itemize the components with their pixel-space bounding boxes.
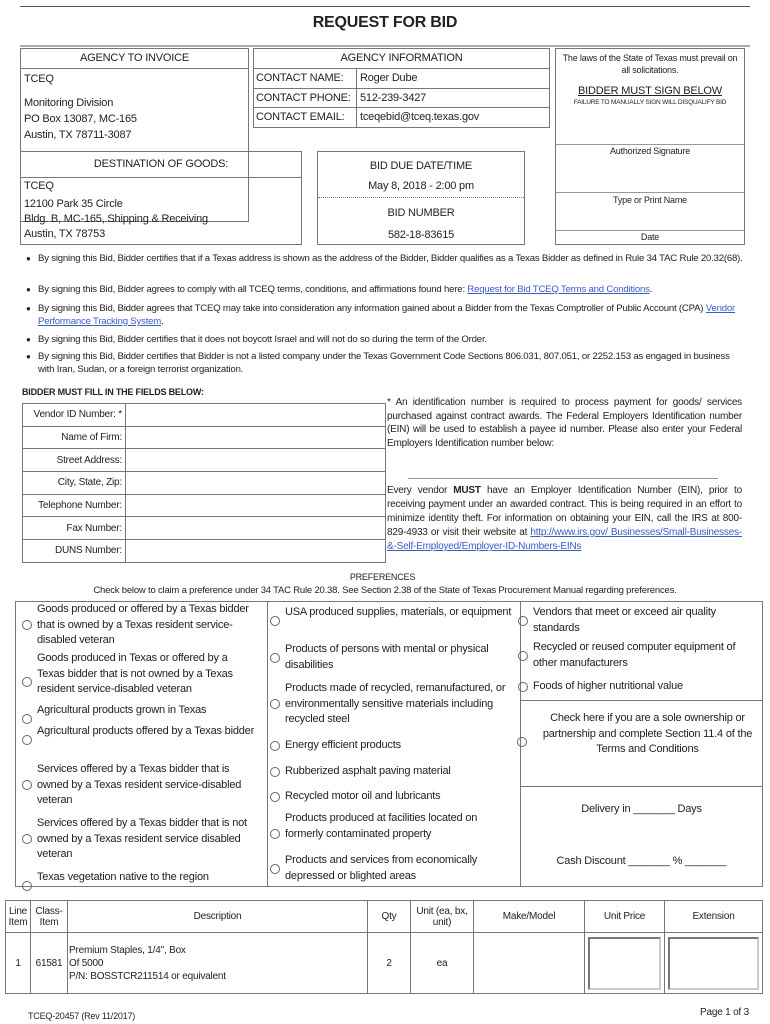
bid-box <box>317 151 525 245</box>
laws-text: The laws of the State of Texas must prevail on all solicitations. <box>562 53 738 75</box>
signature-box <box>555 48 745 245</box>
bid-due-date: May 8, 2018 - 2:00 pm <box>368 180 474 192</box>
preference-radio[interactable] <box>270 653 280 663</box>
sole-ownership-text: Check here if you are a sole ownership or partnership and complete Section 11.4 of the Terms and Conditions <box>542 712 753 755</box>
col-extension: Extension <box>665 901 763 933</box>
preference-radio[interactable] <box>270 741 280 751</box>
vendor-field-label: City, State, Zip: <box>23 472 126 495</box>
agency-information-box <box>253 48 550 128</box>
preferences-heading: PREFERENCES <box>349 572 416 582</box>
delivery-days[interactable]: Delivery in _______ Days <box>581 803 702 815</box>
preference-label: Services offered by a Texas bidder that is owned by a Texas resident service-disabled veteran <box>37 763 242 806</box>
contact-email-label: CONTACT EMAIL: <box>254 108 357 127</box>
destination-line: Bldg. B, MC-165, Shipping & Receiving <box>24 213 208 225</box>
vendor-field-label: DUNS Number: <box>23 540 126 563</box>
certification-bullet: ● By signing this Bid, Bidder certifies that it does not boycott Israel and will not do so during the term of the Order. <box>26 333 746 346</box>
failure-warning: FAILURE TO MANUALLY SIGN WILL DISQUALIFY BID <box>573 99 727 106</box>
unit-price-input[interactable] <box>588 937 661 990</box>
line-item: 1 <box>6 933 31 994</box>
description <box>68 933 368 994</box>
preference-label: Services offered by a Texas bidder that is not owned by a Texas resident service disabled veteran <box>37 817 247 860</box>
invoice-line: PO Box 13087, MC-165 <box>24 113 137 125</box>
terms-link[interactable]: Request for Bid TCEQ Terms and Conditions <box>467 284 650 295</box>
ein-text: have an Employer Identification Number (EIN), prior to receiving payment under an awarded contract. This is being required in an effort to minimize identity theft. For information on obtaining your EIN, call the IRS at 800-829-4933 or visit their website at <box>387 485 742 538</box>
preference-radio[interactable] <box>270 616 280 626</box>
certification-bullet: ● By signing this Bid, Bidder certifies that if a Texas address is shown as the address of the Bidder, Bidder qualifies as a Texas Bidder as defined in Rule 34 TAC Rule 20.32(68). <box>26 252 746 265</box>
bid-due-label: BID DUE DATE/TIME <box>369 160 473 172</box>
destination-line: 12100 Park 35 Circle <box>24 198 123 210</box>
vendor-fields-heading: BIDDER MUST FILL IN THE FIELDS BELOW: <box>22 387 204 397</box>
invoice-line: Austin, TX 78711-3087 <box>24 129 132 141</box>
col-make-model: Make/Model <box>474 901 585 933</box>
preference-label: Rubberized asphalt paving material <box>285 765 451 777</box>
col-qty: Qty <box>368 901 411 933</box>
cash-discount[interactable]: Cash Discount _______ % _______ <box>556 855 727 867</box>
qty: 2 <box>368 933 411 994</box>
bullet-text: By signing this Bid, Bidder agrees that TCEQ may take into consideration any information gained about a Bidder from the Texas Comptroller of Public Account (CPA) <box>38 303 706 314</box>
vendor-field-row <box>23 404 386 427</box>
vendor-field-label: Telephone Number: <box>23 494 126 517</box>
sole-ownership-radio[interactable] <box>517 737 527 747</box>
certification-bullet: ● By signing this Bid, Bidder certifies that Bidder is not a listed company under the Texas Government Code Sections 806.031, 807.051, or 2252.153 as engaged in business with Iran, Sudan, or a foreign terrorist organization. <box>26 350 746 376</box>
vendor-field-row <box>23 472 386 495</box>
unit-price-cell <box>585 933 665 994</box>
class-item: 61581 <box>31 933 68 994</box>
preference-label: Foods of higher nutritional value <box>533 680 683 692</box>
unit: ea <box>411 933 474 994</box>
vendor-performance-link[interactable]: Vendor Performance Tracking System <box>38 303 735 327</box>
vendor-field-label: Street Address: <box>23 449 126 472</box>
certification-bullet <box>26 283 746 296</box>
bid-number-label: BID NUMBER <box>387 207 455 219</box>
vendor-field-input[interactable] <box>126 404 386 427</box>
contact-name: Roger Dube <box>360 72 418 84</box>
destination-line: TCEQ <box>24 180 54 192</box>
col-line-item: Line Item <box>6 901 31 933</box>
preference-label: Recycled motor oil and lubricants <box>285 790 441 802</box>
preference-label: Products and services from economically depressed or blighted areas <box>285 854 478 882</box>
col-description: Description <box>68 901 368 933</box>
contact-name-label: CONTACT NAME: <box>254 69 357 88</box>
description-line: Of 5000 <box>69 957 104 969</box>
bullet-text: . <box>649 284 653 295</box>
vendor-field-row <box>23 517 386 540</box>
ein-note: * An identification number is required to process payment for goods/ services purchased against contract awards. The Federal Employers Identification number (EIN) will be used to establish a payee id number. Please also enter your Federal Employers Identification number below: <box>387 397 742 449</box>
irs-link[interactable]: http://www.irs.gov/ Businesses/Small-Businesses-&-Self-Employed/Employer-ID-Numbers-EINs <box>387 527 742 552</box>
certification-bullet <box>26 302 746 328</box>
items-table <box>5 900 763 994</box>
preference-label: Energy efficient products <box>285 739 401 751</box>
title-rule <box>20 45 750 47</box>
preference-radio[interactable] <box>270 767 280 777</box>
destination-box <box>20 151 302 245</box>
bullet-text: By signing this Bid, Bidder agrees to comply with all TCEQ terms, conditions, and affirmations found here: <box>38 284 468 295</box>
page-title: REQUEST FOR BID <box>312 14 458 31</box>
preference-radio[interactable] <box>270 864 280 874</box>
preference-label: Agricultural products offered by a Texas bidder <box>37 725 255 737</box>
preference-label: Vendors that meet or exceed air quality standards <box>533 606 716 634</box>
vendor-field-row <box>23 540 386 563</box>
contact-phone: 512-239-3427 <box>360 92 427 104</box>
invoice-line: Monitoring Division <box>24 97 114 109</box>
vendor-field-label: Name of Firm: <box>23 426 126 449</box>
invoice-header: AGENCY TO INVOICE <box>21 49 248 69</box>
vendor-field-row <box>23 494 386 517</box>
contact-email: tceqebid@tceq.texas.gov <box>360 111 480 123</box>
date-label: Date <box>640 232 660 242</box>
extension-input[interactable] <box>668 937 759 990</box>
vendor-field-row <box>23 426 386 449</box>
contact-phone-label: CONTACT PHONE: <box>254 89 357 107</box>
preference-label: Products produced at facilities located on formerly contaminated property <box>285 812 478 840</box>
vendor-field-input[interactable] <box>126 472 386 495</box>
vendor-field-label: Vendor ID Number: * <box>23 404 126 427</box>
preference-radio[interactable] <box>22 735 32 745</box>
invoice-line: TCEQ <box>24 73 54 85</box>
preference-label: Goods produced or offered by a Texas bidder that is owned by a Texas resident service-disabled veteran <box>37 603 249 646</box>
preference-label: Texas vegetation native to the region <box>37 871 209 883</box>
vendor-field-input[interactable] <box>126 494 386 517</box>
vendor-field-input[interactable] <box>126 449 386 472</box>
preference-radio[interactable] <box>22 881 32 891</box>
page-number: Page 1 of 3 <box>700 1007 749 1018</box>
preference-radio[interactable] <box>270 792 280 802</box>
form-number: TCEQ-20457 (Rev 11/2017) <box>28 1011 136 1021</box>
ein-input-line[interactable] <box>408 478 718 479</box>
bullet-text: . <box>161 316 164 327</box>
ein-text: Every vendor <box>387 485 454 496</box>
preference-label: Agricultural products grown in Texas <box>37 704 207 716</box>
vendor-field-input[interactable] <box>126 517 386 540</box>
col-unit: Unit (ea, bx, unit) <box>411 901 474 933</box>
ein-info <box>387 484 742 554</box>
preference-label: Recycled or reused computer equipment of other manufacturers <box>533 641 736 669</box>
col-unit-price: Unit Price <box>585 901 665 933</box>
extension-cell <box>665 933 763 994</box>
vendor-fields-table <box>22 403 386 563</box>
authorized-signature-label: Authorized Signature <box>609 146 691 156</box>
make-model-input[interactable] <box>474 933 585 994</box>
preference-label: Products made of recycled, remanufactured, or environmentally sensitive materials including recycled steel <box>285 682 506 725</box>
destination-line: Austin, TX 78753 <box>24 228 105 240</box>
col-class-item: Class-Item <box>31 901 68 933</box>
vendor-field-row <box>23 449 386 472</box>
preference-radio[interactable] <box>22 714 32 724</box>
preference-label: Goods produced in Texas or offered by a Texas bidder that is not owned by a Texas resident service-disabled veteran <box>37 652 233 695</box>
vendor-field-label: Fax Number: <box>23 517 126 540</box>
preference-label: Products of persons with mental or physical disabilities <box>285 643 489 671</box>
preference-radio[interactable] <box>22 677 32 687</box>
description-line: Premium Staples, 1/4", Box <box>69 944 186 956</box>
table-row <box>6 933 763 994</box>
description-line: P/N: BOSSTCR211514 or equivalent <box>69 970 226 982</box>
destination-header: DESTINATION OF GOODS: <box>21 152 301 178</box>
top-rule <box>20 6 750 7</box>
bidder-must-sign: BIDDER MUST SIGN BELOW <box>578 85 722 97</box>
vendor-field-input[interactable] <box>126 426 386 449</box>
agency-header: AGENCY INFORMATION <box>254 49 549 69</box>
preference-radio[interactable] <box>518 616 528 626</box>
preference-radio[interactable] <box>518 682 528 692</box>
preference-radio[interactable] <box>518 651 528 661</box>
bid-number: 582-18-83615 <box>387 229 455 241</box>
preference-label: USA produced supplies, materials, or equipment <box>285 606 512 618</box>
print-name-label: Type or Print Name <box>613 195 687 205</box>
preferences-subheading: Check below to claim a preference under 34 TAC Rule 20.38. See Section 2.38 of the State of Texas Procurement Manual regarding preferences. <box>93 585 677 596</box>
ein-must: MUST <box>453 485 481 496</box>
vendor-field-input[interactable] <box>126 540 386 563</box>
